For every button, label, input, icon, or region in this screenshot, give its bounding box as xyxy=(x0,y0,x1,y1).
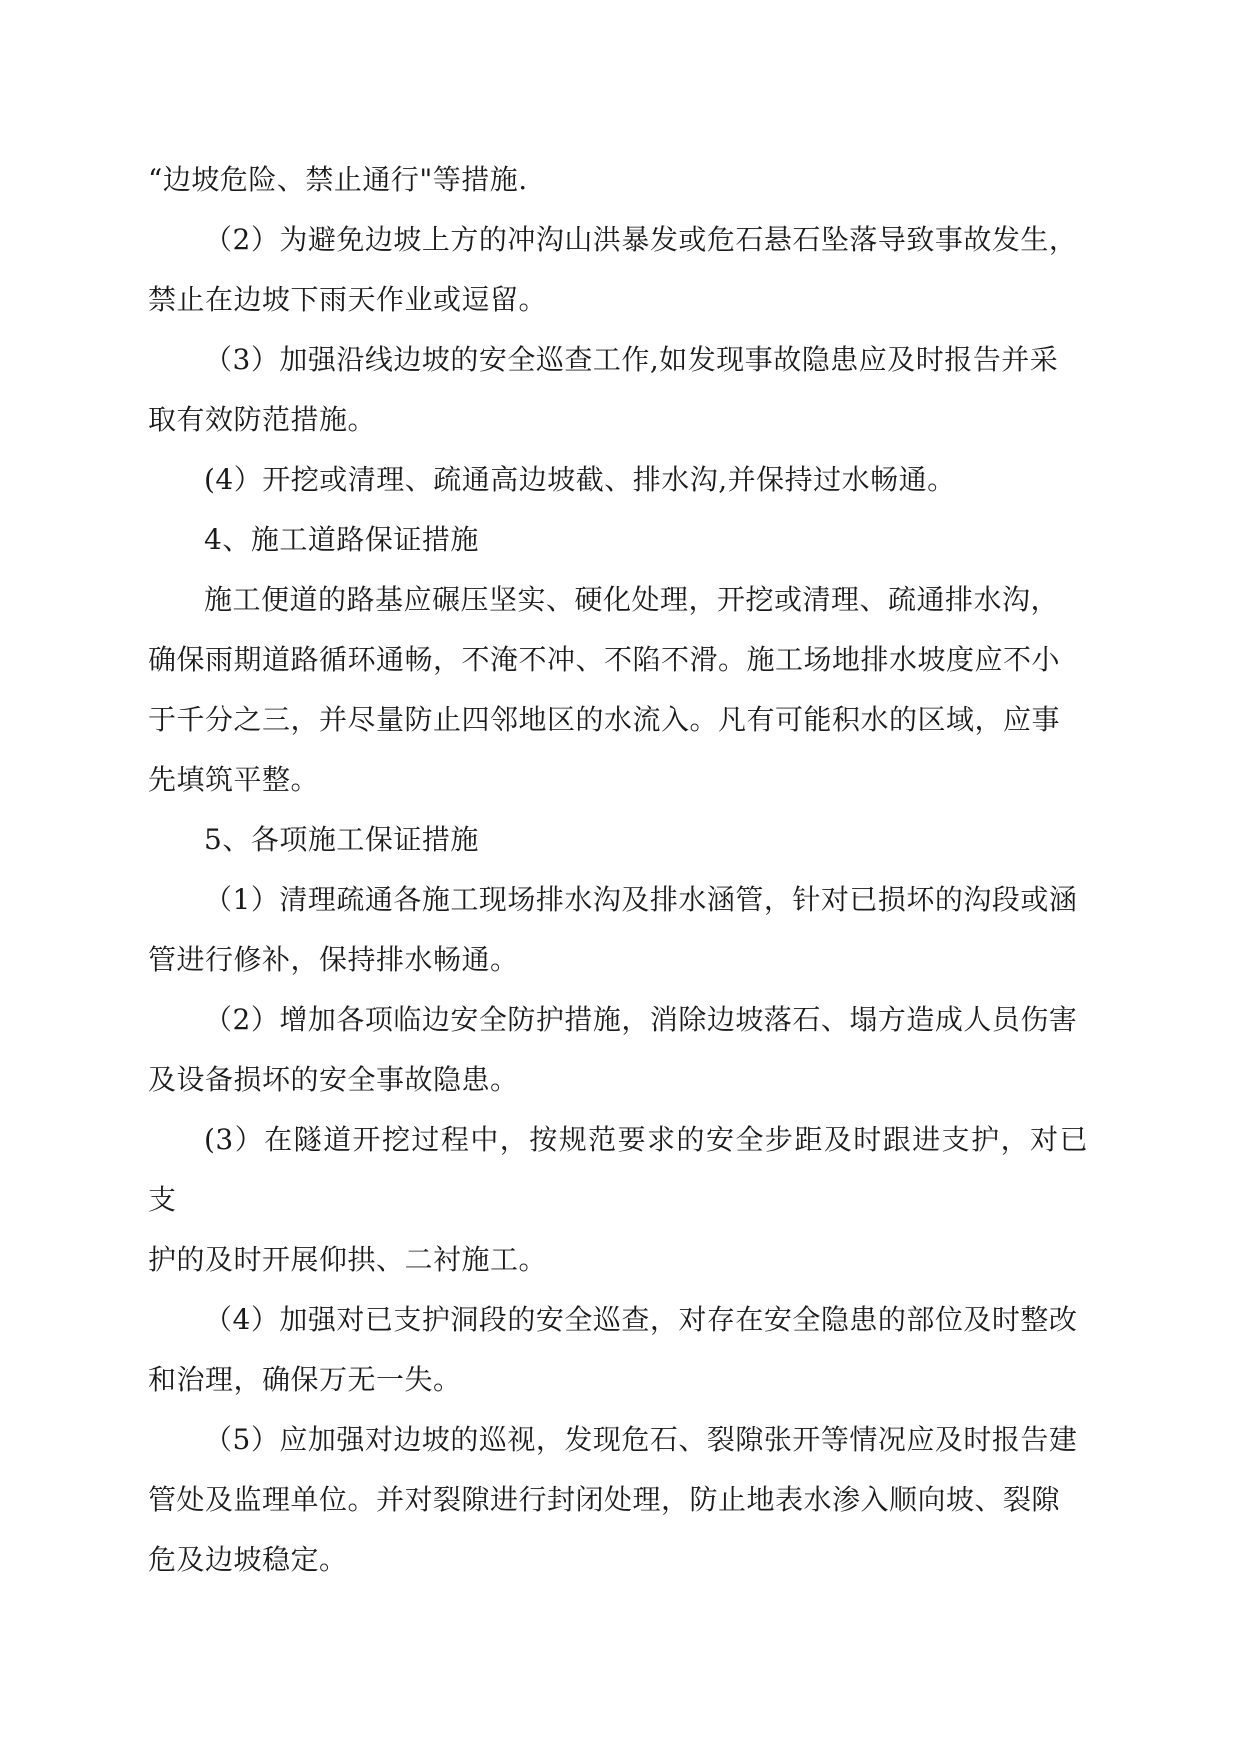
document-body xyxy=(148,150,1088,1590)
paragraph-item-3-inspection: （3）加强沿线边坡的安全巡查工作,如发现事故隐患应及时报告并采 取有效防范措施。 xyxy=(148,343,1059,436)
section-heading-5: 5、各项施工保证措施 xyxy=(204,823,479,856)
section-heading-4: 4、施工道路保证措施 xyxy=(204,523,479,556)
paragraph-item-1-culverts: （1）清理疏通各施工现场排水沟及排水涵管，针对已损坏的沟段或涵 管进行修补，保持排水畅通。 xyxy=(148,883,1078,976)
paragraph-continuation: “边坡危险、禁止通行"等措施. xyxy=(148,163,528,196)
paragraph-item-2-storm-risk: （2）为避免边坡上方的冲沟山洪暴发或危石悬石坠落导致事故发生， 禁止在边坡下雨天作业或逗留。 xyxy=(148,223,1078,316)
paragraph-item-4-tunnel-inspection: （4）加强对已支护洞段的安全巡查，对存在安全隐患的部位及时整改 和治理，确保万无一失。 xyxy=(148,1303,1078,1396)
paragraph-item-3-tunnel: (3）在隧道开挖过程中，按规范要求的安全步距及时跟进支护，对已支 护的及时开展仰拱、二衬施工。 xyxy=(148,1123,1088,1276)
paragraph-road-measures: 施工便道的路基应碾压坚实、硬化处理，开挖或清理、疏通排水沟， 确保雨期道路循环通畅，不淹不冲、不陷不滑。施工场地排水坡度应不小 于千分之三，并尽量防止四邻地区的水流入。凡有可能积水的区域，应事 先填筑平整。 xyxy=(148,583,1061,796)
paragraph-item-4-drainage: (4）开挖或清理、疏通高边坡截、排水沟,并保持过水畅通。 xyxy=(204,463,956,496)
paragraph-item-5-slope-patrol: （5）应加强对边坡的巡视，发现危石、裂隙张开等情况应及时报告建 管处及监理单位。并对裂隙进行封闭处理，防止地表水渗入顺向坡、裂隙 危及边坡稳定。 xyxy=(148,1423,1078,1576)
paragraph-item-2-protection: （2）增加各项临边安全防护措施，消除边坡落石、塌方造成人员伤害 及设备损坏的安全事故隐患。 xyxy=(148,1003,1078,1096)
